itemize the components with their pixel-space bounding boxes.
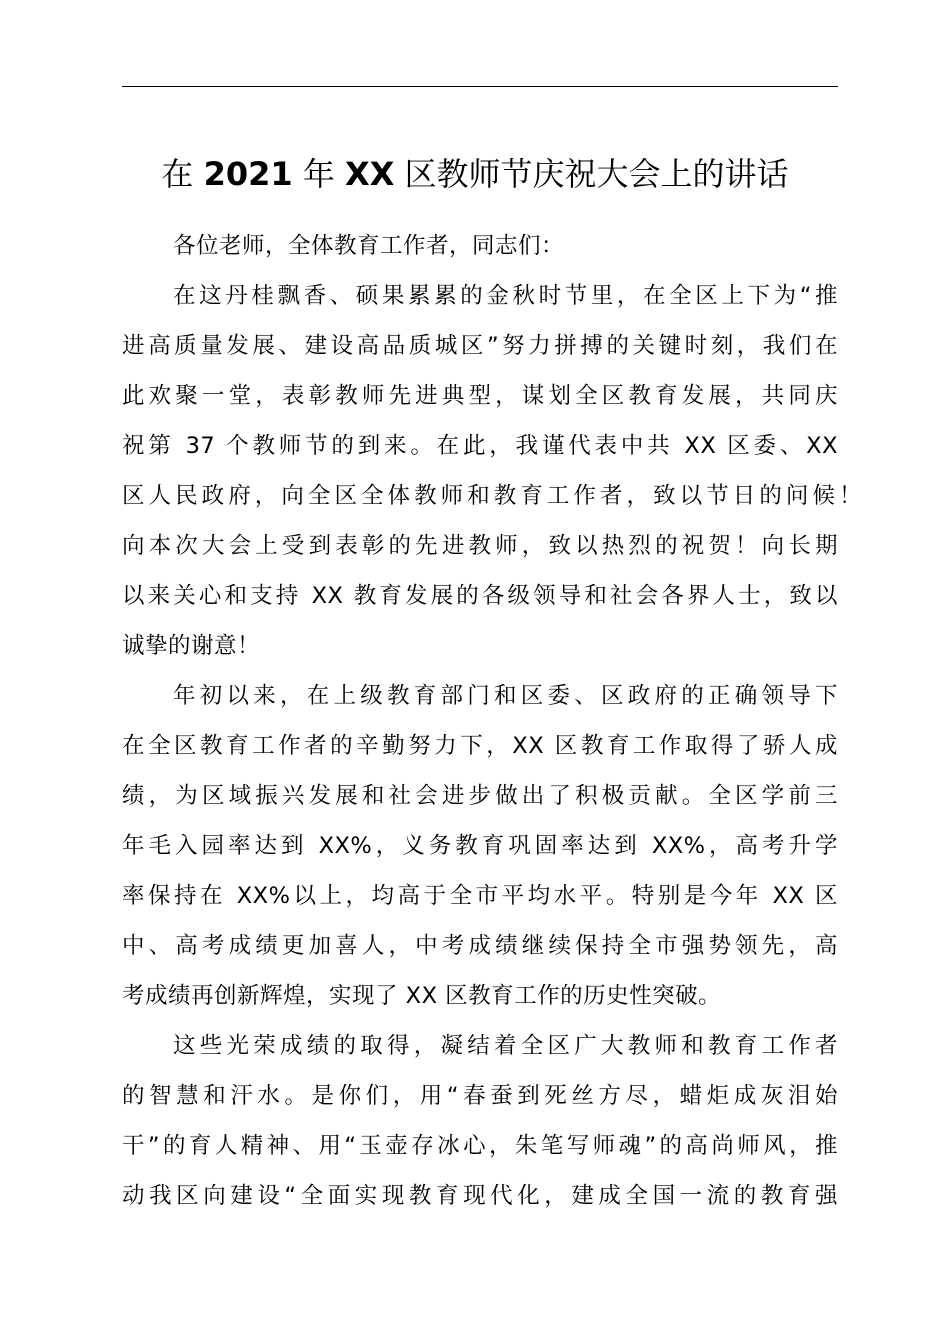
body-line: 在全区教育工作者的辛勤努力下，XX 区教育工作取得了骄人成 bbox=[122, 733, 838, 759]
body-line: 区人民政府，向全区全体教师和教育工作者，致以节日的问候！ bbox=[122, 483, 862, 509]
header-rule bbox=[122, 86, 838, 87]
salutation: 各位老师，全体教育工作者，同志们： bbox=[173, 233, 565, 259]
body-line: 诚挚的谢意！ bbox=[122, 633, 261, 659]
document-title bbox=[0, 150, 950, 198]
body-line: 此欢聚一堂，表彰教师先进典型，谋划全区教育发展，共同庆 bbox=[122, 383, 838, 409]
body-line: 年毛入园率达到 XX%，义务教育巩固率达到 XX%，高考升学 bbox=[122, 833, 838, 859]
body-line: 这些光荣成绩的取得，凝结着全区广大教师和教育工作者 bbox=[173, 1033, 838, 1059]
body-line: 绩，为区域振兴发展和社会进步做出了积极贡献。全区学前三 bbox=[122, 783, 838, 809]
body-line: 年初以来，在上级教育部门和区委、区政府的正确领导下 bbox=[173, 683, 838, 709]
body-line: 祝第 37 个教师节的到来。在此，我谨代表中共 XX 区委、XX bbox=[122, 433, 838, 459]
title-text-1: 在 bbox=[161, 155, 204, 193]
body-line: 中、高考成绩更加喜人，中考成绩继续保持全市强势领先，高 bbox=[122, 933, 838, 959]
title-year: 2021 bbox=[203, 155, 293, 193]
body-line: 动我区向建设“全面实现教育现代化，建成全国一流的教育强 bbox=[122, 1183, 838, 1209]
body-line: 率保持在 XX%以上，均高于全市平均水平。特别是今年 XX 区 bbox=[122, 883, 838, 909]
title-text-3: 区教师节庆祝大会上的讲话 bbox=[394, 155, 789, 193]
body-line: 以来关心和支持 XX 教育发展的各级领导和社会各界人士，致以 bbox=[122, 583, 838, 609]
body-line: 在这丹桂飘香、硕果累累的金秋时节里，在全区上下为“推 bbox=[173, 283, 838, 309]
title-text-2: 年 bbox=[292, 155, 346, 193]
body-line: 进高质量发展、建设高品质城区”努力拼搏的关键时刻，我们在 bbox=[122, 333, 838, 359]
body-line: 向本次大会上受到表彰的先进教师，致以热烈的祝贺！向长期 bbox=[122, 533, 838, 559]
body-line: 的智慧和汗水。是你们，用“春蚕到死丝方尽，蜡炬成灰泪始 bbox=[122, 1083, 838, 1109]
body-line: 考成绩再创新辉煌，实现了 XX 区教育工作的历史性突破。 bbox=[122, 983, 722, 1009]
title-district: XX bbox=[345, 155, 395, 193]
body-line: 干”的育人精神、用“玉壶存冰心，朱笔写师魂”的高尚师风，推 bbox=[122, 1133, 838, 1159]
